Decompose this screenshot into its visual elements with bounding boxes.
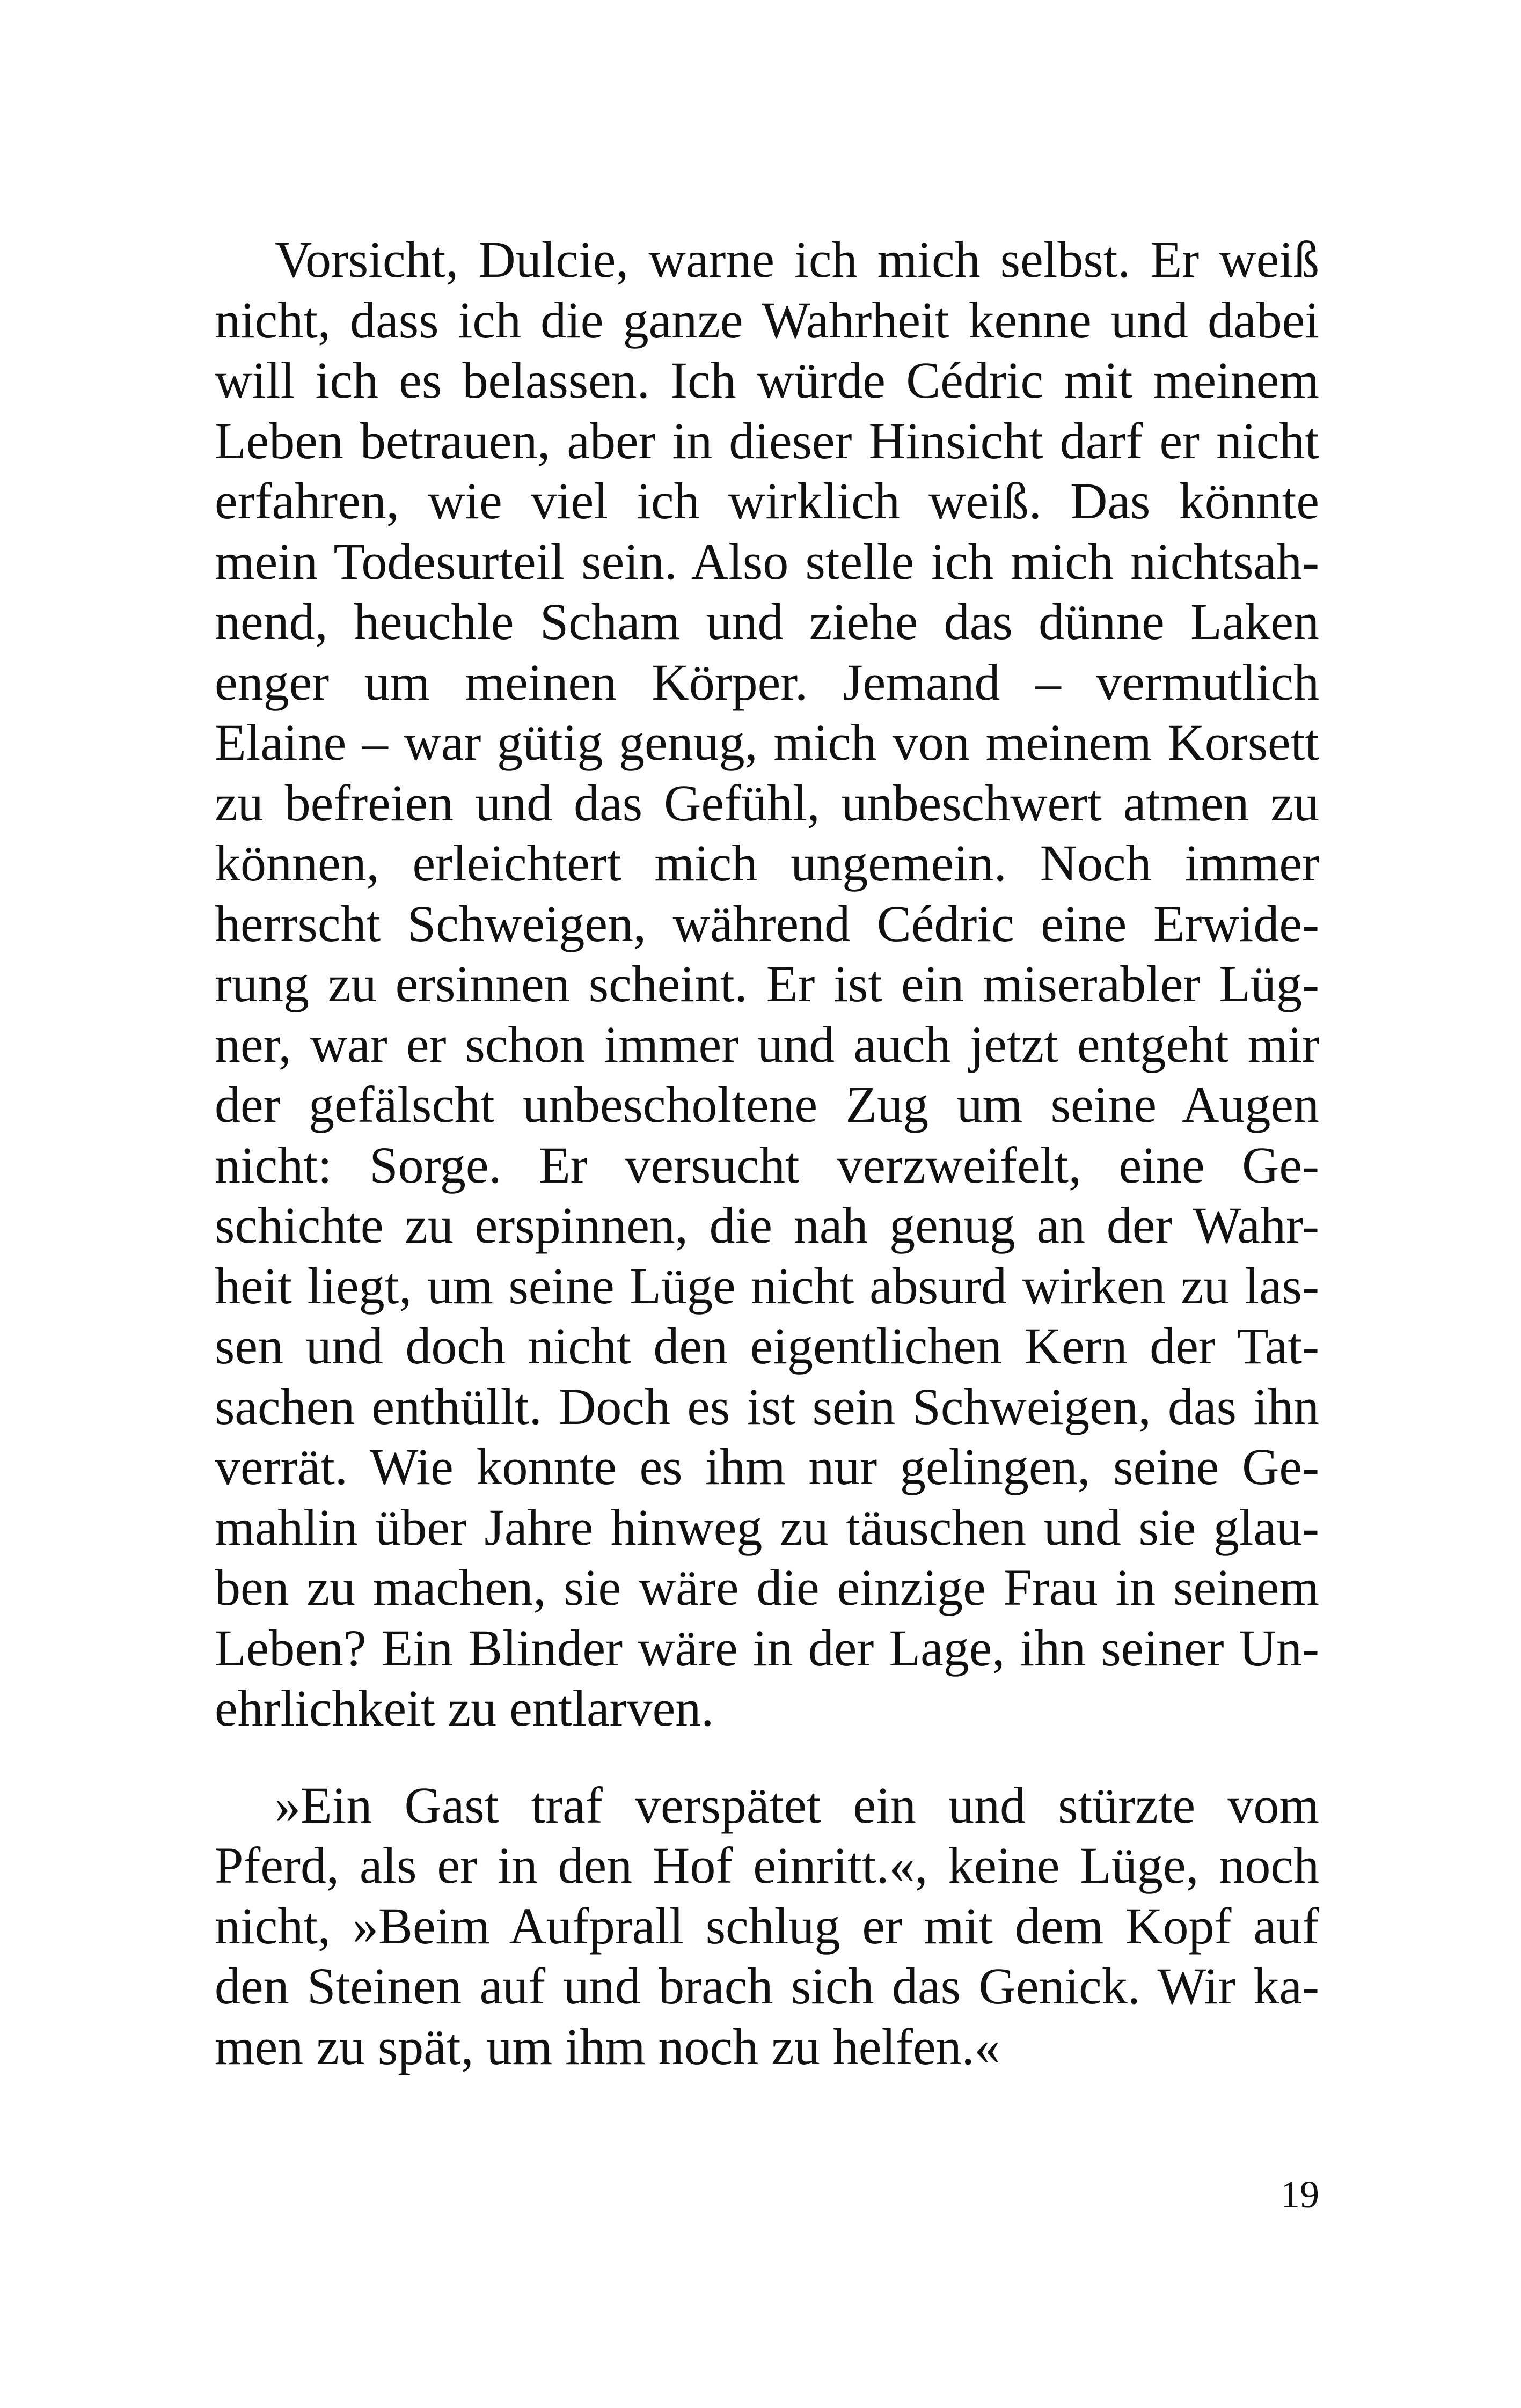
text-line: verrät. Wie konnte es ihm nur gelingen, seine Ge- bbox=[215, 1438, 1319, 1495]
text-line: den Steinen auf und brach sich das Genick. Wir ka- bbox=[215, 1957, 1319, 2015]
paragraph-1 bbox=[215, 230, 1319, 1739]
body-text bbox=[215, 230, 1319, 2077]
text-line: Vorsicht, Dulcie, warne ich mich selbst. Er weiß bbox=[275, 231, 1319, 288]
text-line: ner, war er schon immer und auch jetzt entgeht mir bbox=[215, 1015, 1319, 1073]
text-line: enger um meinen Körper. Jemand – vermutlich bbox=[215, 653, 1319, 711]
text-line: schichte zu erspinnen, die nah genug an der Wahr- bbox=[215, 1196, 1319, 1254]
paragraph-2 bbox=[215, 1775, 1319, 2077]
text-line: sachen enthüllt. Doch es ist sein Schweigen, das ihn bbox=[215, 1377, 1319, 1435]
text-line: Leben? Ein Blinder wäre in der Lage, ihn seiner Un- bbox=[215, 1619, 1319, 1677]
text-line: Leben betrauen, aber in dieser Hinsicht darf er nicht bbox=[215, 412, 1319, 469]
text-line: »Ein Gast traf verspätet ein und stürzte vom bbox=[275, 1776, 1319, 1834]
text-line: will ich es belassen. Ich würde Cédric mit meinem bbox=[215, 351, 1319, 409]
page-number: 19 bbox=[1281, 2173, 1319, 2216]
text-line: mein Todesurteil sein. Also stelle ich mich nichtsah- bbox=[215, 532, 1319, 590]
text-line: nicht, »Beim Aufprall schlug er mit dem Kopf auf bbox=[215, 1897, 1319, 1955]
text-line: ehrlichkeit zu entlarven. bbox=[215, 1679, 714, 1737]
text-line: nicht: Sorge. Er versucht verzweifelt, eine Ge- bbox=[215, 1136, 1319, 1194]
text-line: men zu spät, um ihm noch zu helfen.« bbox=[215, 2017, 1000, 2075]
text-line: nicht, dass ich die ganze Wahrheit kenne und dabei bbox=[215, 291, 1319, 349]
text-line: erfahren, wie viel ich wirklich weiß. Das könnte bbox=[215, 472, 1319, 530]
text-line: heit liegt, um seine Lüge nicht absurd wirken zu las- bbox=[215, 1257, 1319, 1315]
text-line: ben zu machen, sie wäre die einzige Frau in seinem bbox=[215, 1559, 1319, 1616]
text-line: zu befreien und das Gefühl, unbeschwert atmen zu bbox=[215, 774, 1319, 832]
text-line: Pferd, als er in den Hof einritt.«, keine Lüge, noch bbox=[215, 1837, 1319, 1894]
text-line: rung zu ersinnen scheint. Er ist ein miserabler Lüg- bbox=[215, 955, 1319, 1012]
text-line: Elaine – war gütig genug, mich von meinem Korsett bbox=[215, 714, 1319, 771]
text-line: mahlin über Jahre hinweg zu täuschen und sie glau- bbox=[215, 1498, 1319, 1556]
text-line: nend, heuchle Scham und ziehe das dünne Laken bbox=[215, 593, 1319, 650]
text-line: sen und doch nicht den eigentlichen Kern der Tat- bbox=[215, 1317, 1319, 1375]
text-line: der gefälscht unbescholtene Zug um seine Augen bbox=[215, 1076, 1319, 1133]
paragraph-spacing bbox=[215, 1739, 1319, 1775]
text-line: herrscht Schweigen, während Cédric eine Erwide- bbox=[215, 894, 1319, 952]
text-line: können, erleichtert mich ungemein. Noch immer bbox=[215, 834, 1319, 892]
